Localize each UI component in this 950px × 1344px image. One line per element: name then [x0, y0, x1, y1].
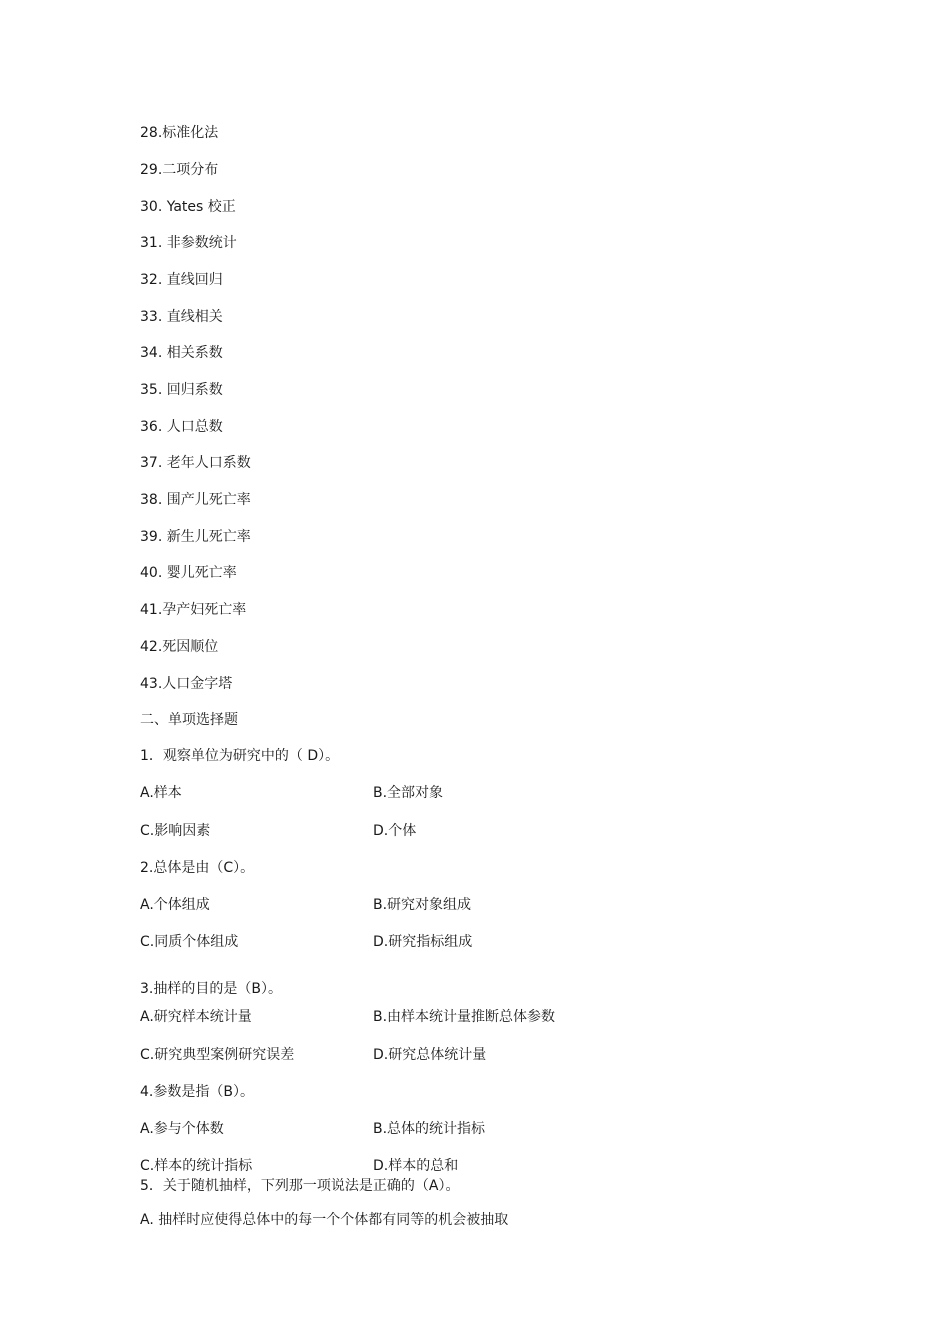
option-b: B.研究对象组成 — [373, 897, 472, 913]
term-item: 33. 直线相关 — [140, 309, 223, 325]
term-item: 41.孕产妇死亡率 — [140, 602, 247, 618]
option-d: D.个体 — [373, 823, 417, 839]
option-a: A.样本 — [140, 785, 182, 801]
option-a: A.研究样本统计量 — [140, 1009, 252, 1025]
option-c: C.影响因素 — [140, 823, 211, 839]
option-a: A. 抽样时应使得总体中的每一个个体都有同等的机会被抽取 — [140, 1212, 509, 1228]
option-d: D.研究指标组成 — [373, 934, 473, 950]
option-b: B.总体的统计指标 — [373, 1121, 486, 1137]
option-a: A.参与个体数 — [140, 1121, 224, 1137]
term-item: 38. 围产儿死亡率 — [140, 492, 251, 508]
question-stem: 2.总体是由（C）。 — [140, 860, 255, 876]
term-item: 40. 婴儿死亡率 — [140, 565, 237, 581]
question-stem: 4.参数是指（B）。 — [140, 1084, 254, 1100]
term-item: 43.人口金字塔 — [140, 676, 233, 692]
term-item: 36. 人口总数 — [140, 419, 223, 435]
question-stem: 1．观察单位为研究中的（ D）。 — [140, 748, 340, 764]
option-c: C.研究典型案例研究误差 — [140, 1047, 295, 1063]
term-item: 29.二项分布 — [140, 162, 219, 178]
term-item: 30. Yates 校正 — [140, 199, 236, 215]
term-item: 32. 直线回归 — [140, 272, 223, 288]
option-b: B.全部对象 — [373, 785, 444, 801]
question-stem: 5．关于随机抽样，下列那一项说法是正确的（A）。 — [140, 1178, 460, 1194]
term-item: 42.死因顺位 — [140, 639, 219, 655]
section-heading: 二、单项选择题 — [140, 712, 238, 728]
term-item: 37. 老年人口系数 — [140, 455, 251, 471]
option-a: A.个体组成 — [140, 897, 210, 913]
term-item: 31. 非参数统计 — [140, 235, 237, 251]
term-item: 28.标准化法 — [140, 125, 219, 141]
option-c: C.同质个体组成 — [140, 934, 239, 950]
option-d: D.研究总体统计量 — [373, 1047, 487, 1063]
option-d: D.样本的总和 — [373, 1158, 459, 1174]
term-item: 39. 新生儿死亡率 — [140, 529, 251, 545]
option-b: B.由样本统计量推断总体参数 — [373, 1009, 556, 1025]
term-item: 34. 相关系数 — [140, 345, 223, 361]
option-c: C.样本的统计指标 — [140, 1158, 253, 1174]
term-item: 35. 回归系数 — [140, 382, 223, 398]
question-stem: 3.抽样的目的是（B）。 — [140, 981, 282, 997]
